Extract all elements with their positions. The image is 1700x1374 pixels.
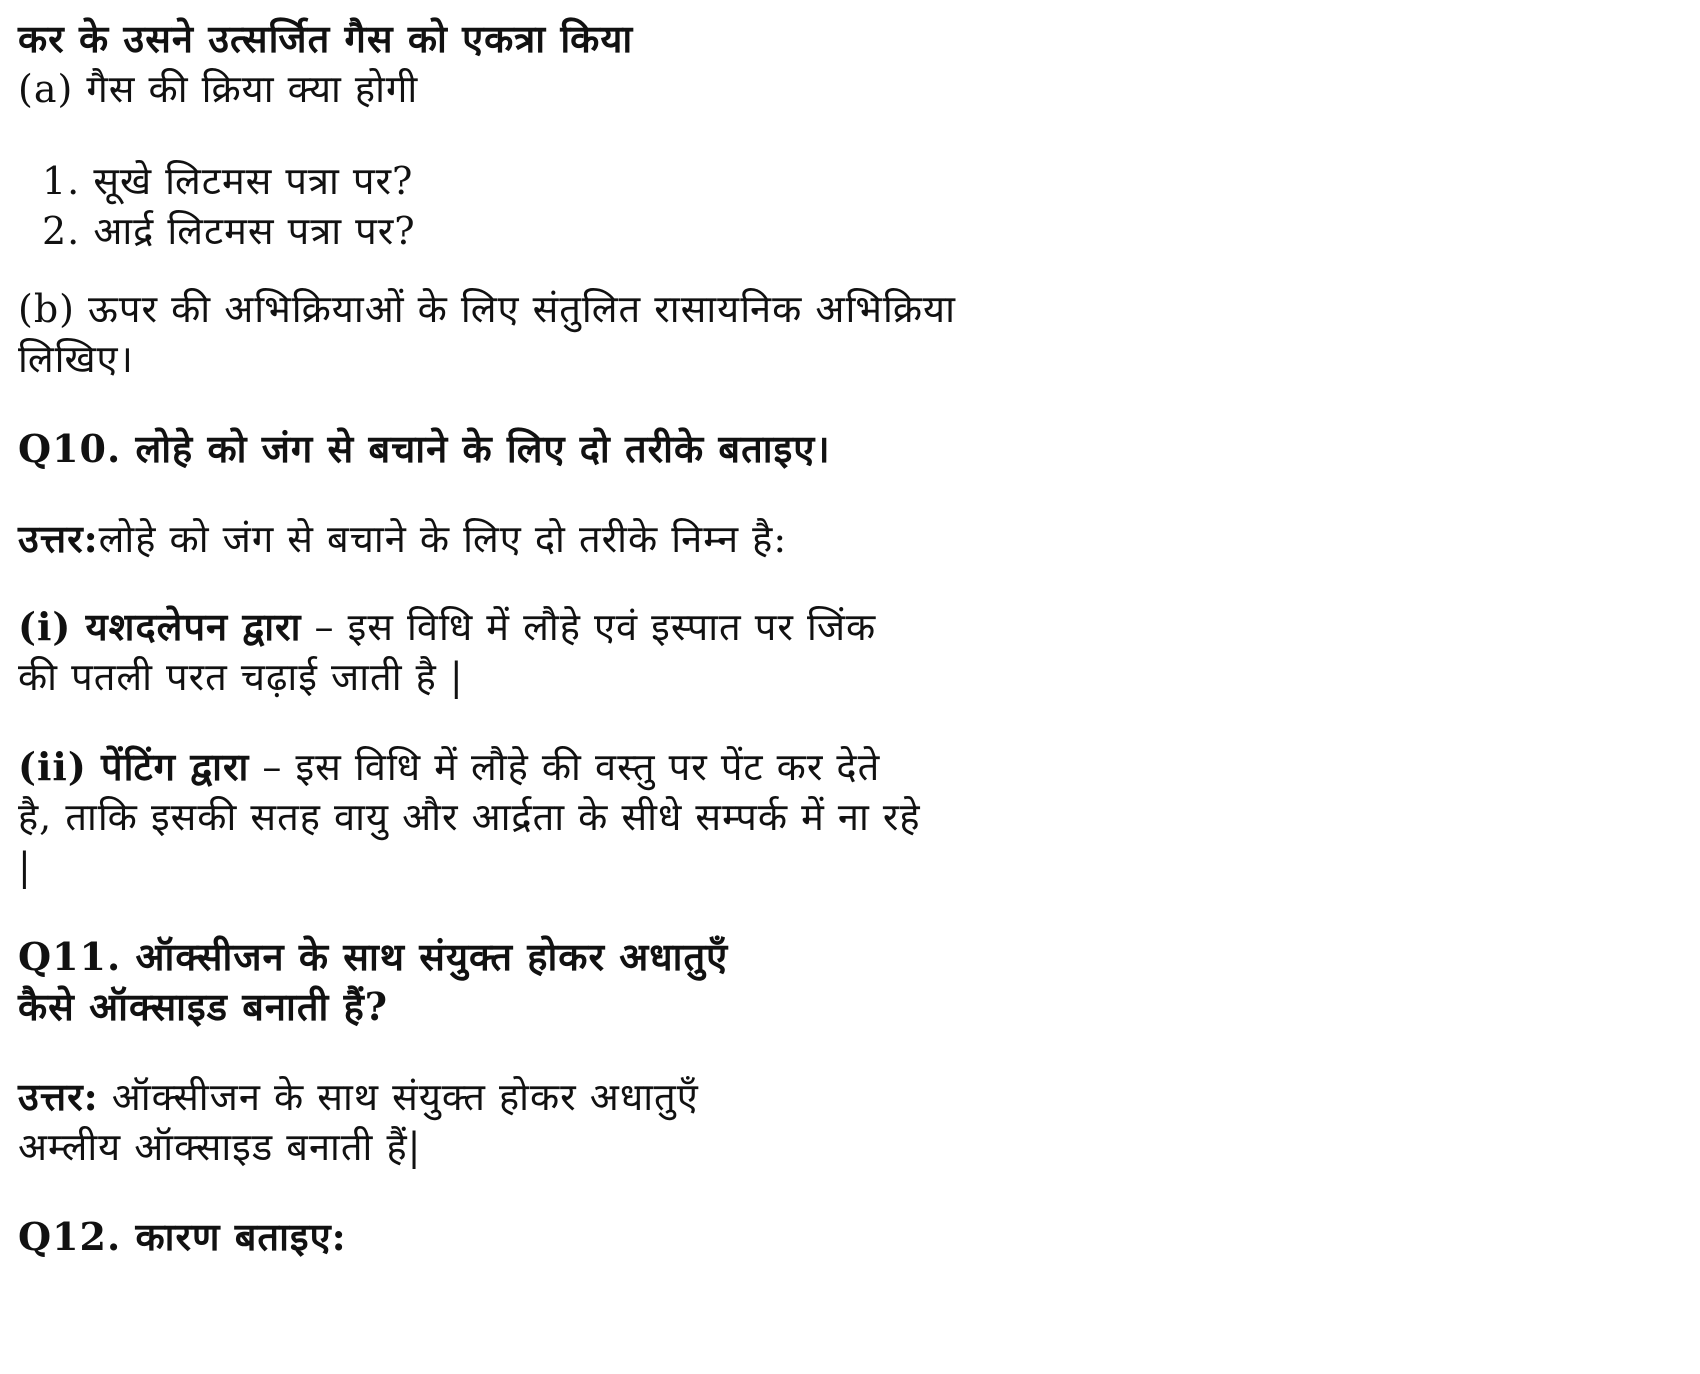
answer-11-cont: अम्लीय ऑक्साइड बनाती हैं| — [18, 1125, 422, 1169]
sub-question-b-cont: लिखिए। — [18, 337, 134, 381]
method-ii — [18, 742, 880, 792]
method-ii-label: (ii) पेंटिंग द्वारा — [18, 744, 250, 789]
sub-question-b: (b) ऊपर की अभिक्रियाओं के लिए संतुलित रासायनिक अभिक्रिया — [18, 287, 956, 331]
answer-text: ऑक्सीजन के साथ संयुक्त होकर अधातुएँ — [98, 1075, 699, 1119]
list-item-1: 1. सूखे लिटमस पत्रा पर? — [42, 159, 414, 203]
question-continuation: कर के उसने उत्सर्जित गैस को एकत्रा किया — [18, 16, 634, 61]
question-12: Q12. कारण बताइए: — [18, 1214, 347, 1259]
sub-question-a: (a) गैस की क्रिया क्या होगी — [18, 67, 419, 111]
method-i-text: – इस विधि में लौहे एवं इस्पात पर जिंक — [301, 605, 877, 649]
method-ii-text: – इस विधि में लौहे की वस्तु पर पेंट कर देते — [249, 745, 881, 789]
answer-10 — [18, 514, 787, 564]
method-i — [18, 602, 876, 652]
list-item-2: 2. आर्द्र लिटमस पत्रा पर? — [42, 209, 416, 253]
question-11-cont: कैसे ऑक्साइड बनाती हैं? — [18, 984, 389, 1029]
method-i-label: (i) यशदलेपन द्वारा — [18, 604, 302, 649]
question-11: Q11. ऑक्सीजन के साथ संयुक्त होकर अधातुएँ — [18, 934, 729, 979]
answer-text: लोहे को जंग से बचाने के लिए दो तरीके निम्न है: — [98, 517, 788, 561]
answer-label: उत्तर: — [18, 516, 99, 561]
question-10: Q10. लोहे को जंग से बचाने के लिए दो तरीके बताइए। — [18, 426, 831, 471]
method-ii-cont: है, ताकि इसकी सतह वायु और आर्द्रता के सीधे सम्पर्क में ना रहे — [18, 795, 921, 839]
method-ii-end: | — [18, 845, 32, 889]
answer-label: उत्तर: — [18, 1074, 99, 1119]
answer-11 — [18, 1072, 699, 1122]
method-i-cont: की पतली परत चढ़ाई जाती है | — [18, 655, 464, 699]
